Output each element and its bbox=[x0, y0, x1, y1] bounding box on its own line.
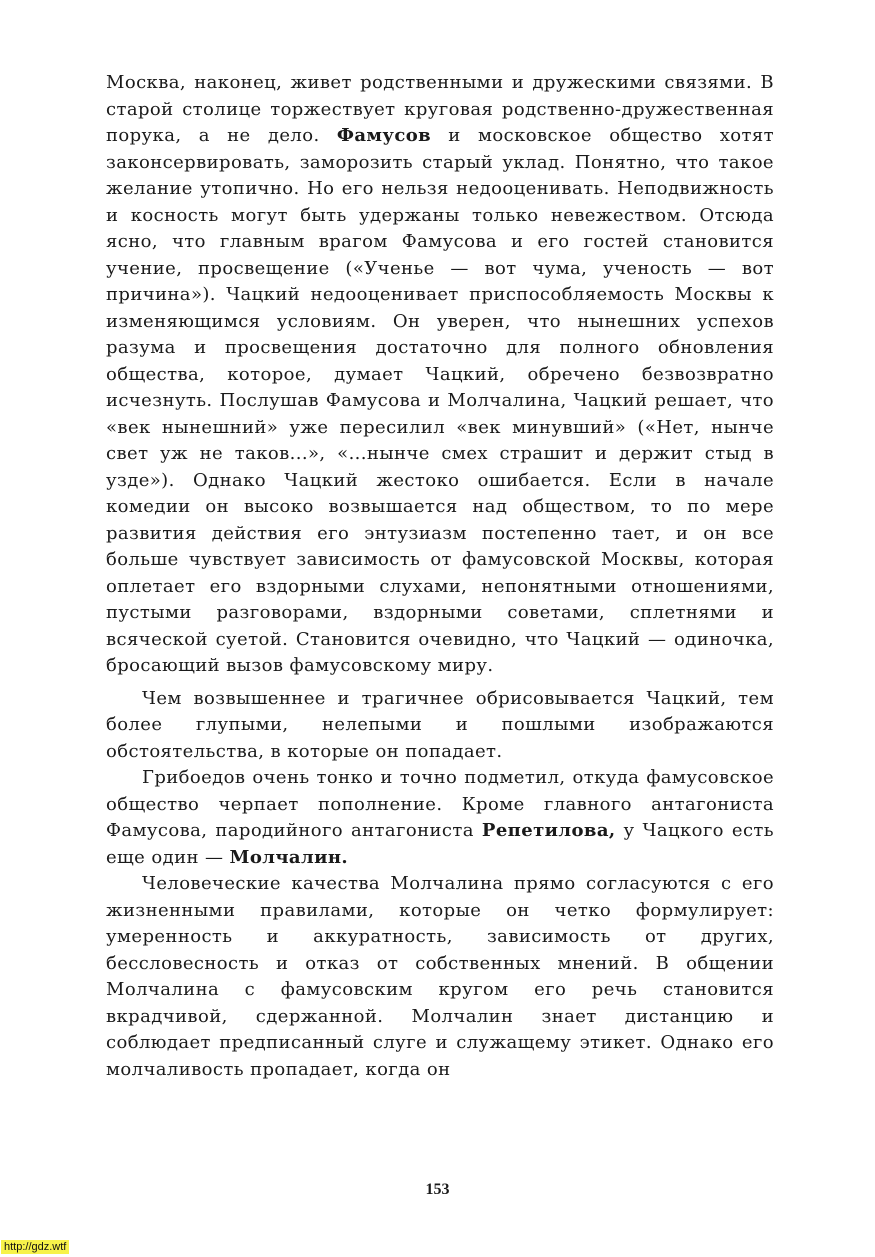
paragraph-1 bbox=[106, 70, 774, 680]
bold-name-molchalin: Молчалин. bbox=[229, 846, 349, 868]
text-run: Грибоедов очень тонко и точно подметил, откуда фамусовское общество черпает пополнение. Кроме главного антагониста Фамусова, пародийного антагониста bbox=[106, 767, 774, 841]
text-run: Чем возвышеннее и трагичнее обрисовывается Чацкий, тем более глупыми, нелепыми и пошлыми изображаются обстоятельства, в которые он попадает. bbox=[106, 687, 774, 762]
paragraph-3 bbox=[106, 765, 774, 871]
watermark-link[interactable]: http://gdz.wtf bbox=[1, 1240, 69, 1254]
bold-name-famusov: Фамусов bbox=[336, 125, 432, 146]
text-run: и московское общество хотят законсервировать, заморозить старый уклад. Понятно, что такое желание утопично. Но его нельзя недооценивать. Неподвижность и косность могут быть удержаны только невежеством. Отсюда ясно, что главным врагом Фамусова и его гостей становится учение, просвещение («Ученье — вот чума, ученость — вот причина»). Чацкий недооценивает приспособляемость Москвы к изменяющимся условиям. Он уверен, что нынешних успехов разума и просвещения достаточно для полного обновления общества, которое, думает Чацкий, обречено безвозвратно исчезнуть. Послушав Фамусова и Молчалина, Чацкий решает, что «век нынешний» уже пересилил «век минувший» («Нет, нынче свет уж не таков...», «...нынче смех страшит и держит стыд в узде»). Однако Чацкий жестоко ошибается. Если в начале комедии он высоко возвышается над обществом, то по мере развития действия его энтузиазм постепенно тает, и он все больше чувствует зависимость от фамусовской Москвы, которая оплетает его вздорными слухами, непонятными отношениями, пустыми разговорами, вздорными советами, сплетнями и всяческой суетой. Становится очевидно, что Чацкий — одиночка, бросающий вызов фамусовскому миру. bbox=[106, 125, 775, 676]
paragraph-2 bbox=[106, 686, 774, 766]
text-run: у Чацкого есть еще один — bbox=[106, 820, 774, 868]
paragraph-4 bbox=[106, 871, 774, 1083]
page-body bbox=[106, 70, 774, 1083]
bold-name-repetilov: Репетилова, bbox=[481, 820, 616, 841]
text-run: Человеческие качества Молчалина прямо согласуются с его жизненными правилами, которые он четко формулирует: умеренность и аккуратность, зависимость от других, бессловесность и отказ от собственных мнений. В общении Молчалина с фамусовским кругом его речь становится вкрадчивой, сдержанной. Молчалин знает дистанцию и соблюдает предписанный слуге и служащему этикет. Однако его молчаливость пропадает, когда он bbox=[106, 873, 774, 1080]
page-number: 153 bbox=[425, 1181, 450, 1198]
text-run: Москва, наконец, живет родственными и дружескими связями. В старой столице торжествует круговая родственно-дружественная порука, а не дело. bbox=[106, 72, 774, 146]
